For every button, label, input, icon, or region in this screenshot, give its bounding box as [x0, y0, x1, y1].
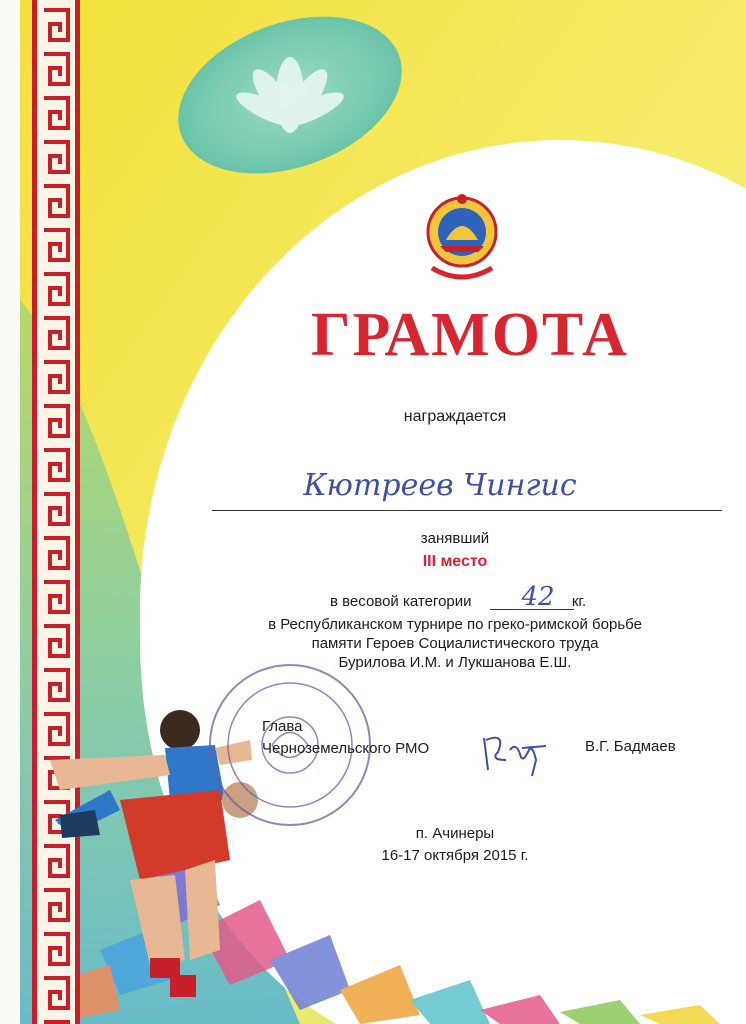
- tournament-description: [240, 615, 670, 672]
- location-date: [330, 823, 580, 867]
- weight-underline: [490, 609, 574, 610]
- event-date: 16-17 октября 2015 г.: [381, 847, 529, 864]
- location: п. Ачинеры: [415, 825, 495, 842]
- meander-border: [32, 0, 80, 1024]
- tournament-line: памяти Героев Социалистического труда: [311, 635, 599, 652]
- tournament-line: в Республиканском турнире по греко-римской борьбе: [268, 616, 642, 633]
- place-label: III место: [422, 553, 488, 570]
- head-name: В.Г. Бадмаев: [585, 738, 676, 755]
- head-title: [262, 716, 462, 760]
- achieved-label: занявший: [420, 530, 490, 547]
- recipient-name: Кютреев Чингис: [303, 468, 577, 503]
- head-title-line: Черноземельского РМО: [262, 740, 430, 757]
- certificate-title: ГРАМОТА: [311, 301, 629, 369]
- recipient-underline: [212, 510, 722, 511]
- tournament-line: Бурилова И.М. и Лукшанова Е.Ш.: [338, 654, 572, 671]
- weight-prefix: в весовой категории: [330, 593, 472, 610]
- awarded-label: награждается: [403, 408, 507, 425]
- weight-value: 42: [521, 582, 555, 612]
- weight-unit: кг.: [571, 593, 587, 610]
- head-title-line: Глава: [262, 718, 303, 735]
- signature: [476, 730, 556, 780]
- weight-category-row: [330, 593, 620, 610]
